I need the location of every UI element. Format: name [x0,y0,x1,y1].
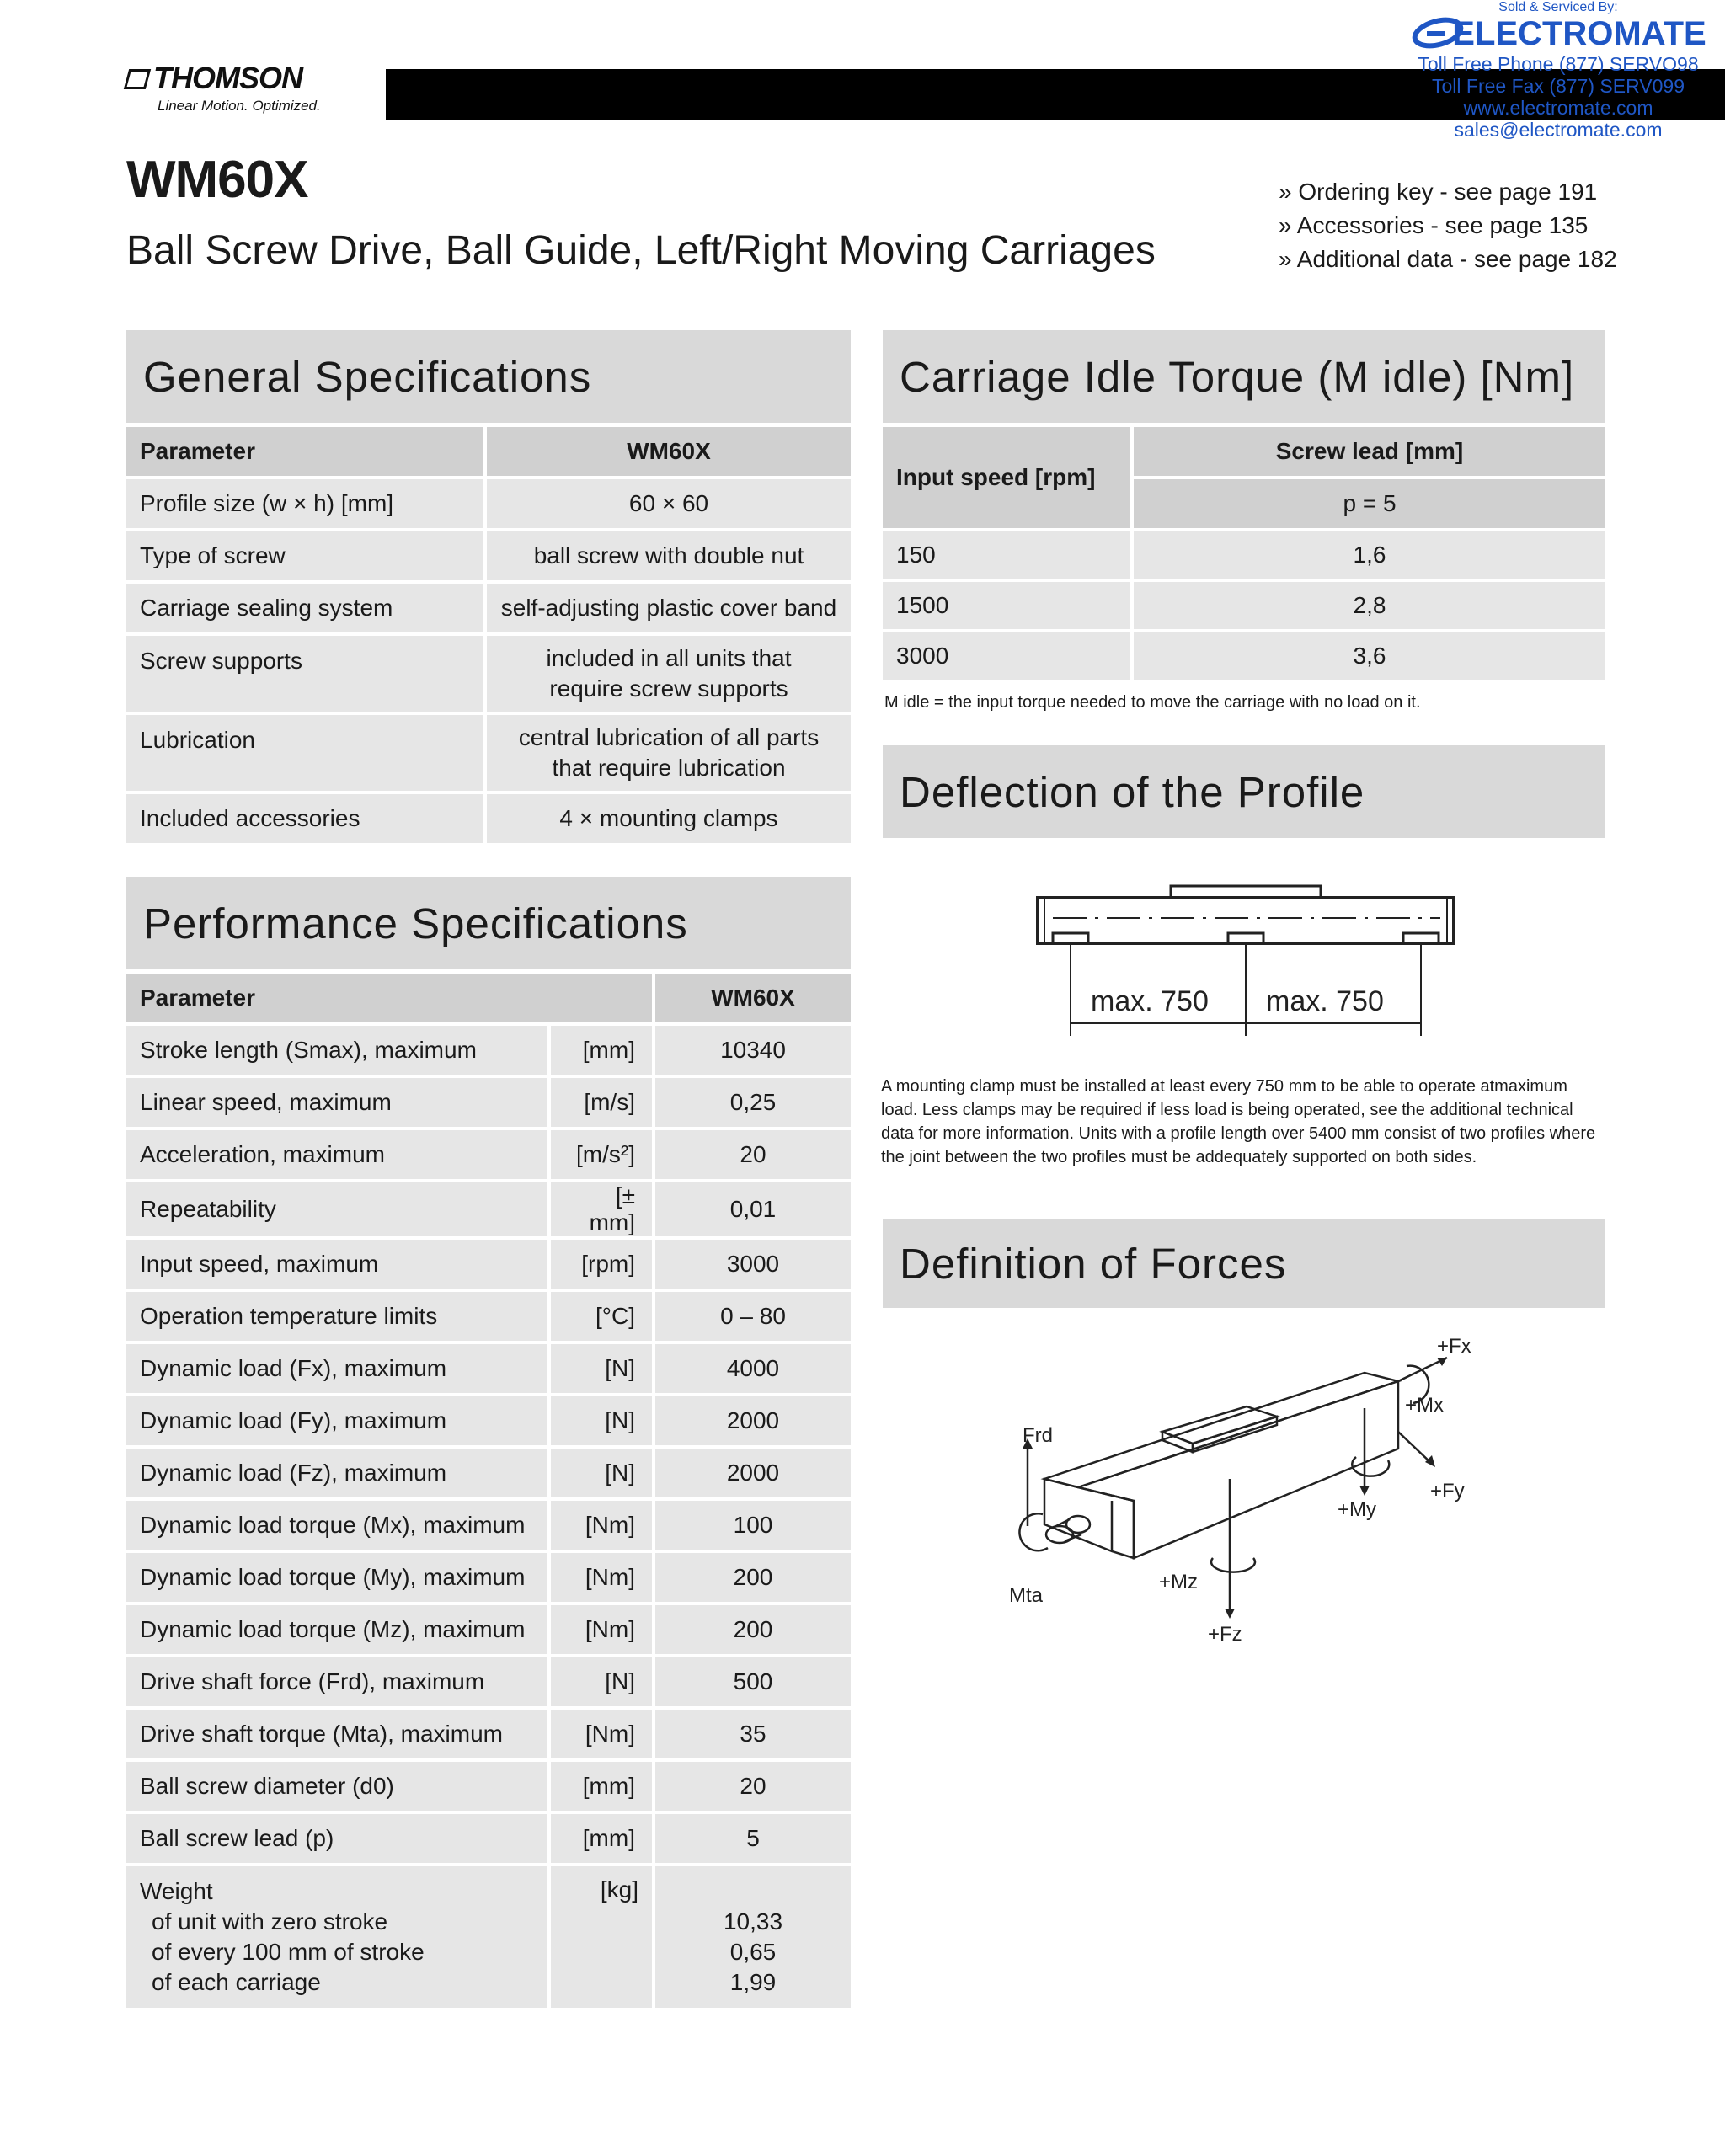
unit-cell: [Nm] [551,1605,652,1654]
col-model: WM60X [487,427,851,476]
value-cell: 20 [655,1762,851,1811]
weight-value: 1,99 [729,1969,777,1995]
unit-cell: [rpm] [551,1240,652,1289]
speed-cell: 1500 [883,582,1130,629]
link-accessories[interactable]: » Accessories - see page 135 [1279,212,1589,238]
idle-torque-note: M idle = the input torque needed to move the carriage with no load on it. [884,693,1421,712]
value-cell: 2000 [655,1449,851,1497]
label-mx: +Mx [1405,1394,1445,1417]
label-frd: Frd [1023,1424,1053,1447]
reference-links [1279,175,1617,276]
value-cell: 3000 [655,1240,851,1289]
link-additional-data[interactable]: » Additional data - see page 182 [1279,246,1617,272]
table-row [126,1605,851,1654]
performance-specs-heading: Performance Specifications [126,877,851,969]
value-cell: 10340 [655,1026,851,1075]
param-cell: Acceleration, maximum [126,1130,547,1179]
param-cell: Lubrication [126,715,483,791]
distributor-fax: Toll Free Fax (877) SERV099 [1432,75,1685,97]
unit-cell: [m/s] [551,1078,652,1127]
param-cell: Dynamic load (Fz), maximum [126,1449,547,1497]
col-input-speed: Input speed [rpm] [883,427,1130,528]
param-cell: Dynamic load torque (My), maximum [126,1553,547,1602]
weight-value-cell [655,1866,851,2008]
table-header-row [126,974,851,1022]
param-cell: Drive shaft torque (Mta), maximum [126,1710,547,1758]
link-ordering-key[interactable]: » Ordering key - see page 191 [1279,179,1598,205]
distributor-block [1398,0,1718,141]
param-cell: Operation temperature limits [126,1292,547,1341]
unit-cell: [Nm] [551,1710,652,1758]
param-cell: Ball screw lead (p) [126,1814,547,1863]
value-cell: 2,8 [1134,582,1605,629]
unit-cell: [Nm] [551,1553,652,1602]
speed-cell: 3000 [883,632,1130,680]
value-cell: 4 × mounting clamps [487,794,851,843]
table-row [126,1344,851,1393]
page-subtitle: Ball Screw Drive, Ball Guide, Left/Right Moving Carriages [126,228,1156,273]
param-cell: Dynamic load (Fy), maximum [126,1396,547,1445]
value-cell: 500 [655,1657,851,1706]
deflection-note: A mounting clamp must be installed at least every 750 mm to be able to operate atmaximum load. Less clamps may be required if less load is being operated, see the additional technical data for more information. Units with a profile length over 5400 mm consist of two profiles where the joint between the two profiles must be addequately supported on both sides. [881,1077,1596,1166]
dim-right-label: max. 750 [1266,985,1384,1017]
param-cell: Screw supports [126,636,483,712]
table-row [126,479,851,528]
unit-cell: [N] [551,1657,652,1706]
sub-lead: p = 5 [1134,479,1605,528]
value-cell: 200 [655,1605,851,1654]
table-row [126,1240,851,1289]
weight-value: 10,33 [723,1908,783,1935]
table-row [126,1182,851,1236]
label-my: +My [1338,1498,1377,1521]
value-cell: self-adjusting plastic cover band [487,584,851,632]
table-row [126,1396,851,1445]
weight-param-cell [126,1866,547,2008]
weight-unit-cell: [kg] [551,1866,652,2008]
forces-diagram [960,1314,1516,1668]
value-cell: 3,6 [1134,632,1605,680]
table-row [126,1657,851,1706]
table-header-row [883,427,1605,476]
deflection-diagram [1011,876,1482,1044]
value-cell: 20 [655,1130,851,1179]
unit-cell: [± mm] [551,1182,652,1236]
value-cell: 0,25 [655,1078,851,1127]
param-cell: Included accessories [126,794,483,843]
logo-tagline: Linear Motion. Optimized. [158,98,321,114]
table-row [126,1553,851,1602]
unit-cell: [N] [551,1344,652,1393]
unit-cell: [N] [551,1449,652,1497]
unit-cell: [Nm] [551,1501,652,1550]
value-cell: central lubrication of all parts that require lubrication [487,715,851,791]
page-title: WM60X [126,151,308,209]
weight-sub-label: of each carriage [152,1969,321,1995]
col-screw-lead: Screw lead [mm] [1134,427,1605,476]
label-fx: +Fx [1437,1335,1471,1358]
table-row-weight [126,1866,851,2008]
value-cell: 0,01 [655,1182,851,1236]
table-row [126,794,851,843]
param-cell: Ball screw diameter (d0) [126,1762,547,1811]
value-cell: ball screw with double nut [487,531,851,580]
distributor-web[interactable]: www.electromate.com [1463,97,1653,119]
table-row [126,715,851,791]
col-model: WM60X [655,974,851,1022]
table-row [126,531,851,580]
table-row [883,531,1605,579]
performance-specs-table [123,970,854,2011]
table-row [126,1814,851,1863]
param-cell: Dynamic load torque (Mx), maximum [126,1501,547,1550]
weight-sub-label: of every 100 mm of stroke [152,1939,425,1965]
value-cell: 2000 [655,1396,851,1445]
value-cell: included in all units that require screw supports [487,636,851,712]
table-row [126,1078,851,1127]
param-cell: Dynamic load (Fx), maximum [126,1344,547,1393]
weight-value: 0,65 [729,1939,777,1965]
table-row [126,1710,851,1758]
value-cell: 100 [655,1501,851,1550]
table-row [126,584,851,632]
param-cell: Linear speed, maximum [126,1078,547,1127]
thomson-logo: THOMSON [153,61,302,95]
deflection-heading: Deflection of the Profile [883,745,1605,838]
col-parameter: Parameter [126,427,483,476]
dim-left-label: max. 750 [1091,985,1209,1017]
general-specs-table [123,424,854,846]
param-cell: Type of screw [126,531,483,580]
col-parameter: Parameter [126,974,652,1022]
distributor-name: ELECTROMATE [1452,15,1706,52]
value-cell: 1,6 [1134,531,1605,579]
idle-torque-heading: Carriage Idle Torque (M idle) [Nm] [883,330,1605,423]
forces-heading: Definition of Forces [883,1219,1605,1308]
table-row [126,1130,851,1179]
label-mta: Mta [1009,1584,1044,1607]
param-cell: Dynamic load torque (Mz), maximum [126,1605,547,1654]
value-cell: 60 × 60 [487,479,851,528]
unit-cell: [mm] [551,1026,652,1075]
table-row [126,1762,851,1811]
weight-label: Weight [140,1878,213,1904]
table-header-row [126,427,851,476]
param-cell: Repeatability [126,1182,547,1236]
label-fz: +Fz [1208,1623,1242,1646]
table-row [126,1449,851,1497]
thomson-logo-icon [124,69,151,89]
value-cell: 200 [655,1553,851,1602]
value-cell: 5 [655,1814,851,1863]
sold-by-label: Sold & Serviced By: [1498,0,1618,14]
general-specs-heading: General Specifications [126,330,851,423]
table-row [126,1501,851,1550]
unit-cell: [mm] [551,1814,652,1863]
unit-cell: [°C] [551,1292,652,1341]
idle-torque-table [879,424,1609,683]
param-cell: Profile size (w × h) [mm] [126,479,483,528]
table-row [126,636,851,712]
value-cell: 35 [655,1710,851,1758]
table-row [883,582,1605,629]
distributor-email[interactable]: sales@electromate.com [1454,119,1663,141]
label-fy: +Fy [1430,1480,1465,1502]
distributor-phone: Toll Free Phone (877) SERVO98 [1418,53,1699,75]
speed-cell: 150 [883,531,1130,579]
table-row [883,632,1605,680]
table-row [126,1026,851,1075]
unit-cell: [mm] [551,1762,652,1811]
param-cell: Carriage sealing system [126,584,483,632]
param-cell: Stroke length (Smax), maximum [126,1026,547,1075]
param-cell: Drive shaft force (Frd), maximum [126,1657,547,1706]
label-mz: +Mz [1159,1571,1199,1593]
unit-cell: [m/s²] [551,1130,652,1179]
table-row [126,1292,851,1341]
weight-sub-label: of unit with zero stroke [152,1908,388,1935]
unit-cell: [N] [551,1396,652,1445]
value-cell: 4000 [655,1344,851,1393]
param-cell: Input speed, maximum [126,1240,547,1289]
value-cell: 0 – 80 [655,1292,851,1341]
